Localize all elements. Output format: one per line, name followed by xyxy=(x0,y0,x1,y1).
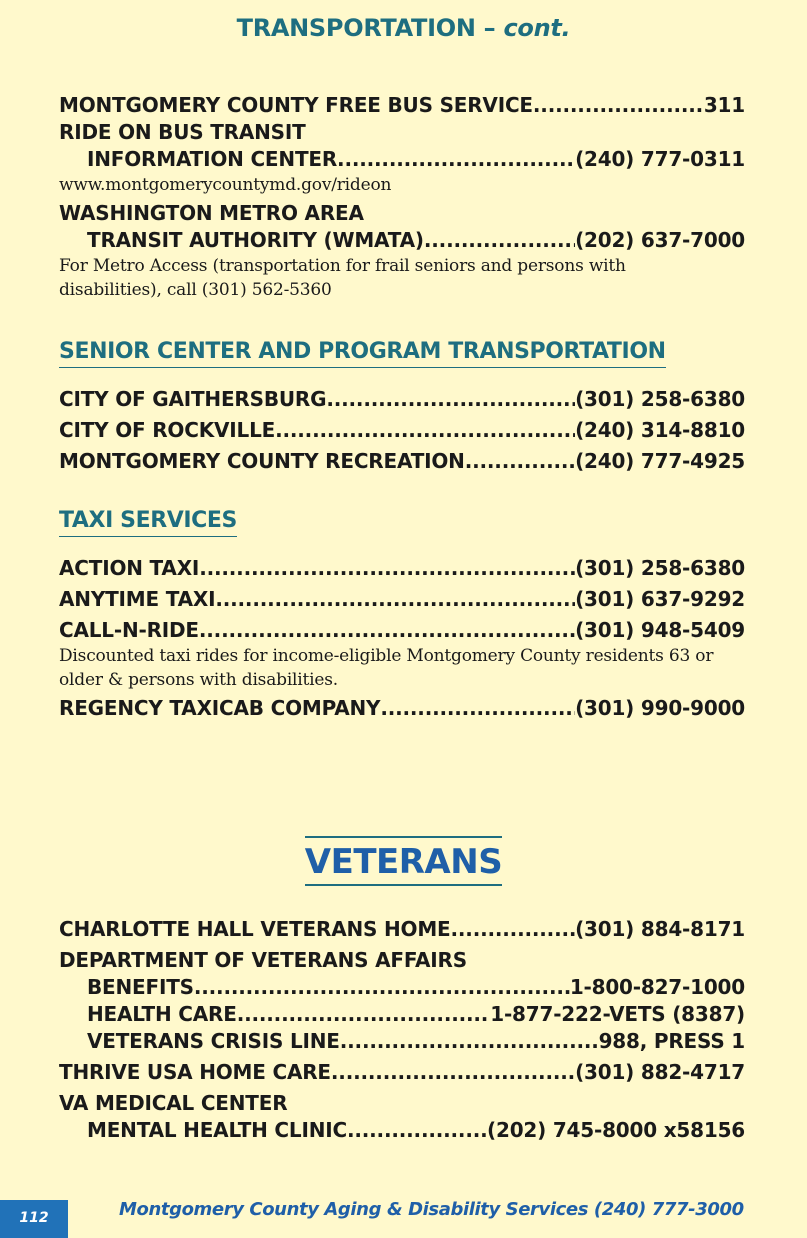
phone-number: (301) 948-5409 xyxy=(575,618,745,642)
listing-dva-0: BENEFITS ..... 1-800-827-1000 xyxy=(59,974,745,1001)
transport-section xyxy=(59,92,745,302)
phone-number: (301) 990-9000 xyxy=(575,696,745,720)
phone-number: (202) 637-7000 xyxy=(575,228,745,252)
listing-free-bus: MONTGOMERY COUNTY FREE BUS SERVICE ..... 311 xyxy=(59,92,745,119)
veterans-title xyxy=(0,836,807,886)
page-title xyxy=(0,14,807,42)
phone-number: 988, PRESS 1 xyxy=(598,1029,745,1053)
listing-wmata-head: WASHINGTON METRO AREA xyxy=(59,201,364,225)
listing-va: MENTAL HEALTH CLINIC ..... (202) 745-8000 x58156 xyxy=(59,1117,745,1144)
call-n-ride-note: Discounted taxi rides for income-eligible Montgomery County residents 63 or older & persons with disabilities. xyxy=(59,646,714,690)
page-number-badge: 112 xyxy=(0,1200,68,1238)
listing-ride-on: INFORMATION CENTER ..... (240) 777-0311 xyxy=(59,146,745,173)
phone-number: 1-877-222-VETS (8387) xyxy=(490,1002,745,1026)
listing-senior-2: MONTGOMERY COUNTY RECREATION ..... (240) 777-4925 xyxy=(59,448,745,475)
listing-wmata: TRANSIT AUTHORITY (WMATA) ..... (202) 637-7000 xyxy=(59,227,745,254)
listing-thrive: THRIVE USA HOME CARE ..... (301) 882-4717 xyxy=(59,1059,745,1086)
senior-section xyxy=(59,338,745,368)
phone-number: (301) 258-6380 xyxy=(575,387,745,411)
listing-charlotte: CHARLOTTE HALL VETERANS HOME ..... (301) 884-8171 xyxy=(59,916,745,943)
listing-va-head: VA MEDICAL CENTER xyxy=(59,1091,288,1115)
listing-ride-on-head: RIDE ON BUS TRANSIT xyxy=(59,120,306,144)
taxi-list xyxy=(59,555,745,722)
listing-taxi-2: CALL-N-RIDE ..... (301) 948-5409 xyxy=(59,617,745,644)
phone-number: (301) 258-6380 xyxy=(575,556,745,580)
phone-number: (240) 314-8810 xyxy=(575,418,745,442)
phone-number: (301) 637-9292 xyxy=(575,587,745,611)
page-title-cont: cont. xyxy=(503,14,571,42)
phone-number: (240) 777-0311 xyxy=(575,147,745,171)
section-title-taxi: TAXI SERVICES xyxy=(59,507,237,537)
phone-number: (240) 777-4925 xyxy=(575,449,745,473)
phone-number: (301) 884-8171 xyxy=(575,917,745,941)
veterans-heading: VETERANS xyxy=(305,836,502,886)
listing-dva-2: VETERANS CRISIS LINE ..... 988, PRESS 1 xyxy=(59,1028,745,1055)
wmata-note: For Metro Access (transportation for frail seniors and persons with disabilities), call (301) 562-5360 xyxy=(59,256,626,300)
phone-number: 311 xyxy=(703,93,745,117)
taxi-section xyxy=(59,507,745,537)
listing-dva-head: DEPARTMENT OF VETERANS AFFAIRS xyxy=(59,948,467,972)
section-title-senior: SENIOR CENTER AND PROGRAM TRANSPORTATION xyxy=(59,338,666,368)
footer-text: Montgomery County Aging & Disability Services (240) 777-3000 xyxy=(119,1199,744,1220)
listing-taxi-1: ANYTIME TAXI ..... (301) 637-9292 xyxy=(59,586,745,613)
phone-number: (301) 882-4717 xyxy=(575,1060,745,1084)
page-title-main: TRANSPORTATION – xyxy=(236,14,496,42)
veterans-list xyxy=(59,916,745,1144)
ride-on-url: www.montgomerycountymd.gov/rideon xyxy=(59,175,392,195)
listing-senior-0: CITY OF GAITHERSBURG ..... (301) 258-6380 xyxy=(59,386,745,413)
senior-list xyxy=(59,386,745,475)
listing-senior-1: CITY OF ROCKVILLE ..... (240) 314-8810 xyxy=(59,417,745,444)
listing-regency: REGENCY TAXICAB COMPANY ..... (301) 990-9000 xyxy=(59,695,745,722)
phone-number: 1-800-827-1000 xyxy=(569,975,745,999)
listing-dva-1: HEALTH CARE ..... 1-877-222-VETS (8387) xyxy=(59,1001,745,1028)
phone-number: (202) 745-8000 x58156 xyxy=(487,1118,745,1142)
listing-taxi-0: ACTION TAXI ..... (301) 258-6380 xyxy=(59,555,745,582)
